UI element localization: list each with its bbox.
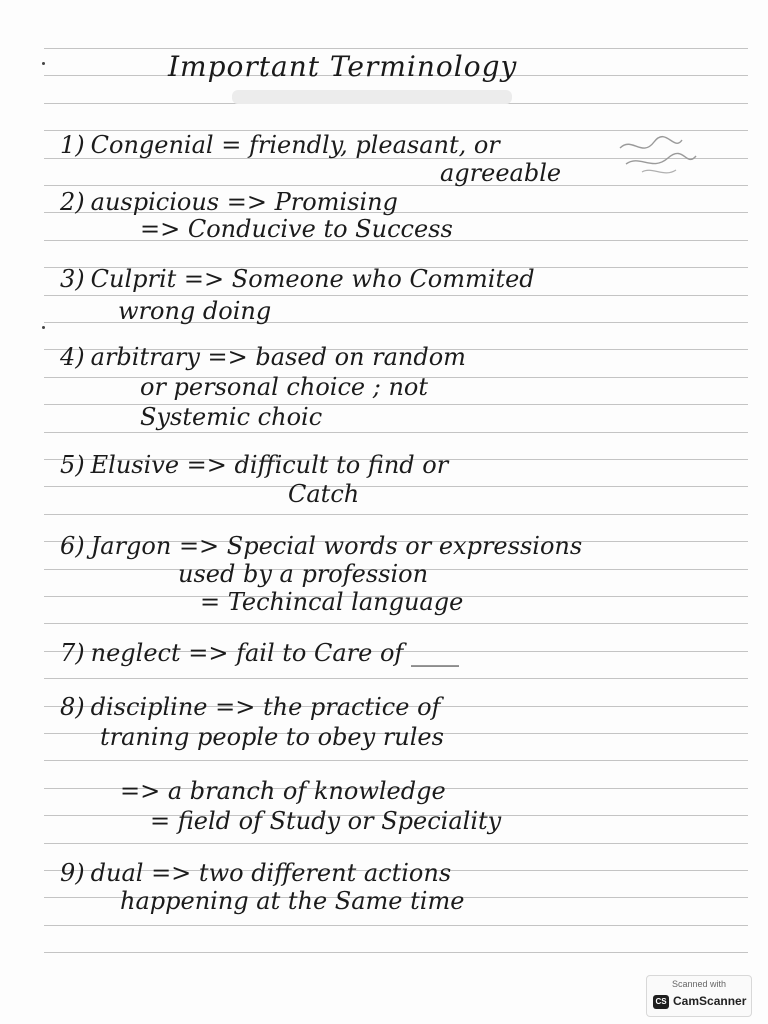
entry-3-line-2: wrong doing <box>118 297 272 325</box>
entry-7-line-1 <box>60 638 459 668</box>
erased-smudge <box>232 90 512 104</box>
entry-9-line-2: happening at the Same time <box>120 887 465 915</box>
entry-number: 1) <box>60 131 85 159</box>
ruled-line <box>44 514 748 515</box>
ruled-line <box>44 486 748 487</box>
entry-2-line-1 <box>60 187 398 217</box>
entry-3-line-1 <box>60 264 535 294</box>
entry-1-line-2: agreeable <box>440 159 562 187</box>
entry-6-line-3: = Techincal language <box>200 588 464 616</box>
entry-8-line-2: traning people to obey rules <box>100 723 444 751</box>
entry-4-line-3: Systemic choic <box>140 403 323 431</box>
entry-number: 8) <box>60 693 85 721</box>
entry-2-line-2: => Conducive to Success <box>140 215 453 243</box>
entry-text: Elusive => difficult to find or <box>90 451 449 479</box>
ruled-line <box>44 925 748 926</box>
entry-text: dual => two different actions <box>90 859 452 887</box>
entry-text: Jargon => Special words or expressions <box>90 532 583 560</box>
scribble-mark <box>612 128 702 188</box>
ruled-line <box>44 623 748 624</box>
watermark-brand: CamScanner <box>673 994 747 1008</box>
ruled-line <box>44 678 748 679</box>
ruled-line <box>44 760 748 761</box>
entry-number: 5) <box>60 451 85 479</box>
entry-number: 9) <box>60 859 85 887</box>
entry-text: arbitrary => based on random <box>90 343 466 371</box>
entry-text: discipline => the practice of <box>90 693 441 721</box>
watermark-caption: Scanned with <box>671 979 727 989</box>
entry-5-line-2: Catch <box>288 480 360 508</box>
camscanner-watermark <box>646 975 752 1017</box>
entry-number: 4) <box>60 343 85 371</box>
entry-6-line-2: used by a profession <box>178 560 429 588</box>
entry-4-line-1 <box>60 342 466 372</box>
entry-8-line-3: => a branch of knowledge <box>120 777 446 805</box>
entry-8-line-4: = field of Study or Speciality <box>150 807 502 835</box>
entry-text: Culprit => Someone who Commited <box>90 265 535 293</box>
ruled-line <box>44 952 748 953</box>
entry-number: 2) <box>60 188 85 216</box>
camscanner-logo-icon: CS <box>653 995 669 1009</box>
ruled-line <box>44 843 748 844</box>
margin-dot <box>42 326 45 329</box>
entry-number: 7) <box>60 639 85 667</box>
entry-5-line-1 <box>60 450 448 480</box>
entry-6-line-1 <box>60 531 582 561</box>
entry-9-line-1 <box>60 858 451 888</box>
page-title: Important Terminology <box>168 50 518 83</box>
ruled-line <box>44 432 748 433</box>
entry-number: 3) <box>60 265 85 293</box>
ruled-line <box>44 48 748 49</box>
margin-dot <box>42 62 45 65</box>
entry-text: neglect => fail to Care of ____ <box>90 639 459 667</box>
entry-8-line-1 <box>60 692 440 722</box>
entry-4-line-2: or personal choice ; not <box>140 373 428 401</box>
entry-1-line-1 <box>60 130 500 160</box>
entry-text: Congenial = friendly, pleasant, or <box>90 131 500 159</box>
entry-text: auspicious => Promising <box>90 188 398 216</box>
entry-number: 6) <box>60 532 85 560</box>
